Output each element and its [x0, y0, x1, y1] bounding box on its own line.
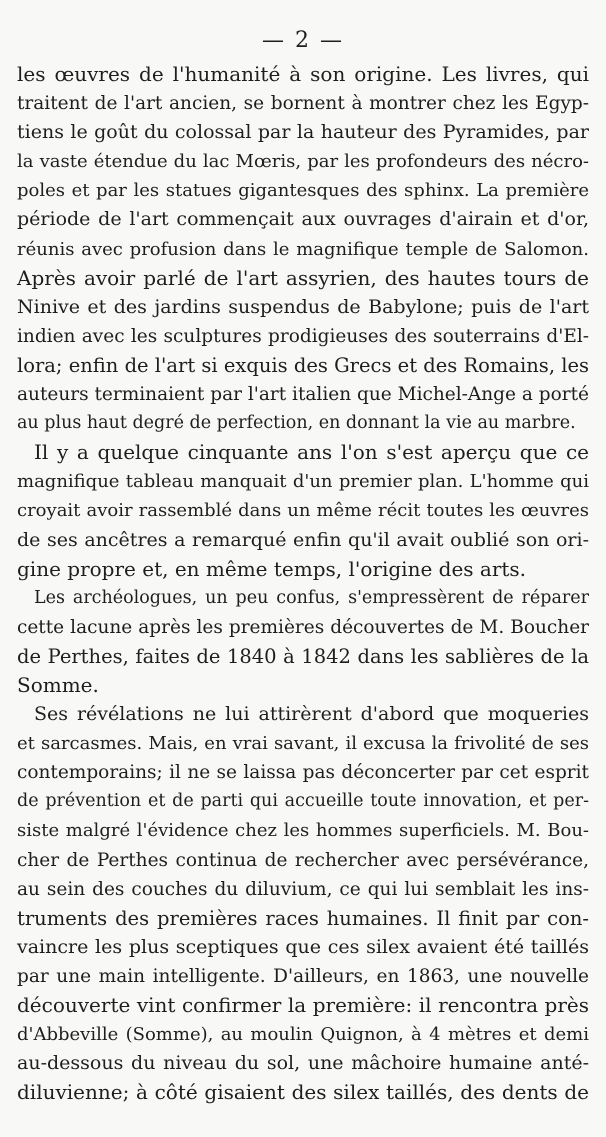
text-line: vaincre les plus sceptiques que ces silex avaient été taillés: [17, 935, 589, 958]
text-line: période de l'art commençait aux ouvrages d'airain et d'or,: [17, 208, 589, 231]
text-line: de prévention et de parti qui accueille toute innovation, et per-: [17, 791, 589, 812]
text-line: au sein des couches du diluvium, ce qui lui semblait les ins-: [17, 878, 589, 900]
text-line: par une main intelligente. D'ailleurs, en 1863, une nouvelle: [17, 965, 589, 987]
text-line: lora; enfin de l'art si exquis des Grecs et des Romains, les: [17, 353, 589, 377]
text-line: de ses ancêtres a remarqué enfin qu'il avait oublié son ori-: [17, 528, 589, 551]
page-number: — 2 —: [262, 28, 344, 53]
text-line: gine propre et, en même temps, l'origine des arts.: [17, 556, 527, 581]
text-line: la vaste étendue du lac Mœris, par les profondeurs des nécro-: [17, 151, 589, 173]
text-line: traitent de l'art ancien, se bornent à montrer chez les Egyp-: [17, 93, 589, 115]
text-line: Somme.: [17, 672, 99, 697]
text-line: réunis avec profusion dans le magnifique temple de Salomon.: [17, 238, 589, 260]
text-line: découverte vint confirmer la première: il rencontra près: [17, 993, 589, 1017]
text-line: truments des premières races humaines. Il finit par con-: [17, 906, 589, 930]
text-line: siste malgré l'évidence chez les hommes superficiels. M. Bou-: [17, 820, 589, 842]
text-line: Ninive et des jardins suspendus de Babylone; puis de l'art: [17, 295, 589, 318]
text-line: cette lacune après les premières découvertes de M. Boucher: [17, 616, 589, 638]
text-line: indien avec les sculptures prodigieuses des souterrains d'El-: [17, 325, 589, 347]
text-line: tiens le goût du colossal par la hauteur des Pyramides, par: [17, 121, 589, 144]
text-line: magnifique tableau manquait d'un premier plan. L'homme qui: [17, 471, 589, 493]
body-text: [17, 60, 589, 1107]
text-line: Après avoir parlé de l'art assyrien, des hautes tours de: [17, 265, 589, 290]
text-line: les œuvres de l'humanité à son origine. Les livres, qui: [17, 62, 589, 86]
text-line: de Perthes, faites de 1840 à 1842 dans les sablières de la: [17, 644, 589, 668]
text-line: diluvienne; à côté gisaient des silex taillés, des dents de: [17, 1080, 589, 1105]
text-line: Il y a quelque cinquante ans l'on s'est aperçu que ce: [34, 440, 589, 465]
text-line: poles et par les statues gigantesques des sphinx. La première: [17, 180, 589, 202]
text-line: au-dessous du niveau du sol, une mâchoire humaine anté-: [17, 1052, 589, 1075]
text-line: Ses révélations ne lui attirèrent d'abord que moqueries: [34, 703, 589, 726]
text-line: Les archéologues, un peu confus, s'empressèrent de réparer: [34, 587, 589, 608]
text-line: croyait avoir rassemblé dans un même récit toutes les œuvres: [17, 500, 589, 522]
text-line: et sarcasmes. Mais, en vrai savant, il excusa la frivolité de ses: [17, 733, 589, 755]
text-line: cher de Perthes continua de rechercher avec persévérance,: [17, 849, 589, 871]
text-line: d'Abbeville (Somme), au moulin Quignon, à 4 mètres et demi: [17, 1024, 589, 1046]
text-line: auteurs terminaient par l'art italien que Michel-Ange a porté: [17, 384, 589, 406]
text-line: au plus haut degré de perfection, en donnant la vie au marbre.: [17, 413, 576, 434]
text-line: contemporains; il ne se laissa pas déconcerter par cet esprit: [17, 762, 589, 784]
